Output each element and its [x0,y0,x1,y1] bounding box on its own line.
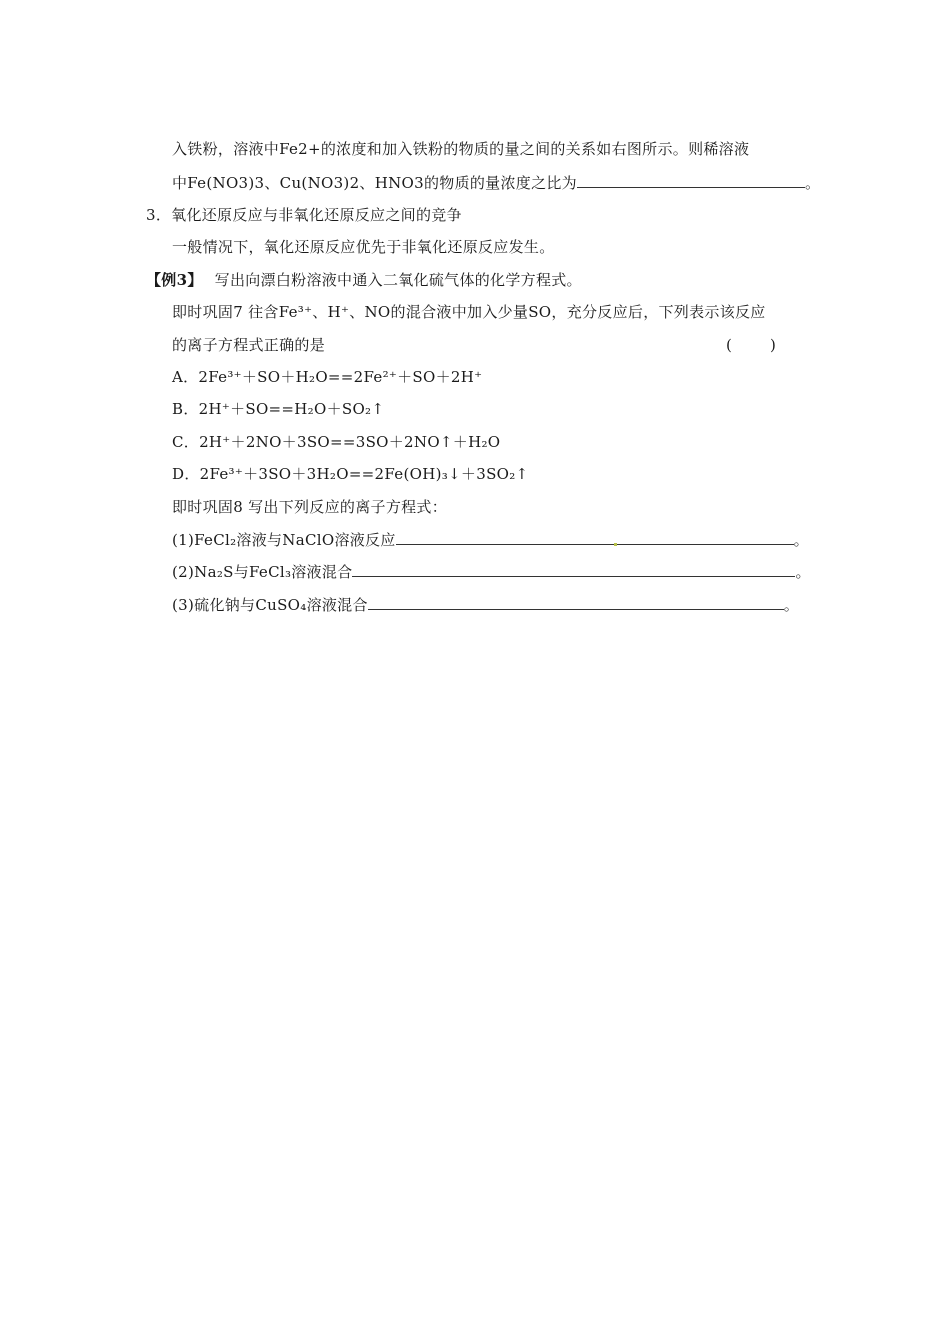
exercise-7-line-1: 即时巩固7 往含Fe³⁺、H⁺、NO的混合液中加入少量SO，充分反应后，下列表示该反应 [172,303,766,321]
exercise-8-item-2-end: 。 [795,563,811,581]
section-3-body: 一般情况下，氧化还原反应优先于非氧化还原反应发生。 [172,238,555,256]
exercise-8-item-1-end: 。 [793,531,809,549]
exercise-8-heading: 即时巩固8 写出下列反应的离子方程式： [172,498,448,516]
answer-parentheses[interactable]: ( ) [726,336,776,354]
exercise-8-item-1-text: (1)FeCl₂溶液与NaClO溶液反应 [172,531,396,549]
paragraph-line-1: 入铁粉，溶液中Fe2+的浓度和加入铁粉的物质的量之间的关系如右图所示。则稀溶液 [172,140,750,158]
exercise-8-item-2 [172,561,811,582]
exercise-7-line-2: 的离子方程式正确的是 [172,336,326,354]
option-b[interactable]: B．2H⁺＋SO==H₂O＋SO₂↑ [172,400,385,418]
option-c[interactable]: C．2H⁺＋2NO＋3SO==3SO＋2NO↑＋H₂O [172,433,501,451]
exercise-8-item-3 [172,594,799,615]
answer-blank-3[interactable] [368,594,784,610]
example-3 [146,270,582,290]
option-d[interactable]: D．2Fe³⁺＋3SO＋3H₂O==2Fe(OH)₃↓＋3SO₂↑ [172,465,529,483]
section-3-heading: 3．氧化还原反应与非氧化还原反应之间的竞争 [146,206,462,224]
paragraph-line-2-end: 。 [804,174,821,192]
mark-dot [614,543,617,546]
answer-blank-2[interactable] [352,561,795,577]
exercise-8-item-2-text: (2)Na₂S与FeCl₃溶液混合 [172,563,353,581]
option-a[interactable]: A．2Fe³⁺＋SO＋H₂O==2Fe²⁺＋SO＋2H⁺ [172,368,483,386]
exercise-8-item-1 [172,529,809,550]
answer-blank-ratio[interactable] [577,172,805,188]
paragraph-line-2 [172,172,820,193]
example-3-text: 写出向漂白粉溶液中通入二氧化硫气体的化学方程式。 [214,271,582,289]
example-3-label: 【例3】 [146,271,203,289]
exercise-8-item-3-text: (3)硫化钠与CuSO₄溶液混合 [172,596,368,614]
answer-blank-1[interactable] [396,529,794,545]
paragraph-line-2-text: 中Fe(NO3)3、Cu(NO3)2、HNO3的物质的量浓度之比为 [172,174,577,192]
exercise-8-item-3-end: 。 [783,596,800,614]
